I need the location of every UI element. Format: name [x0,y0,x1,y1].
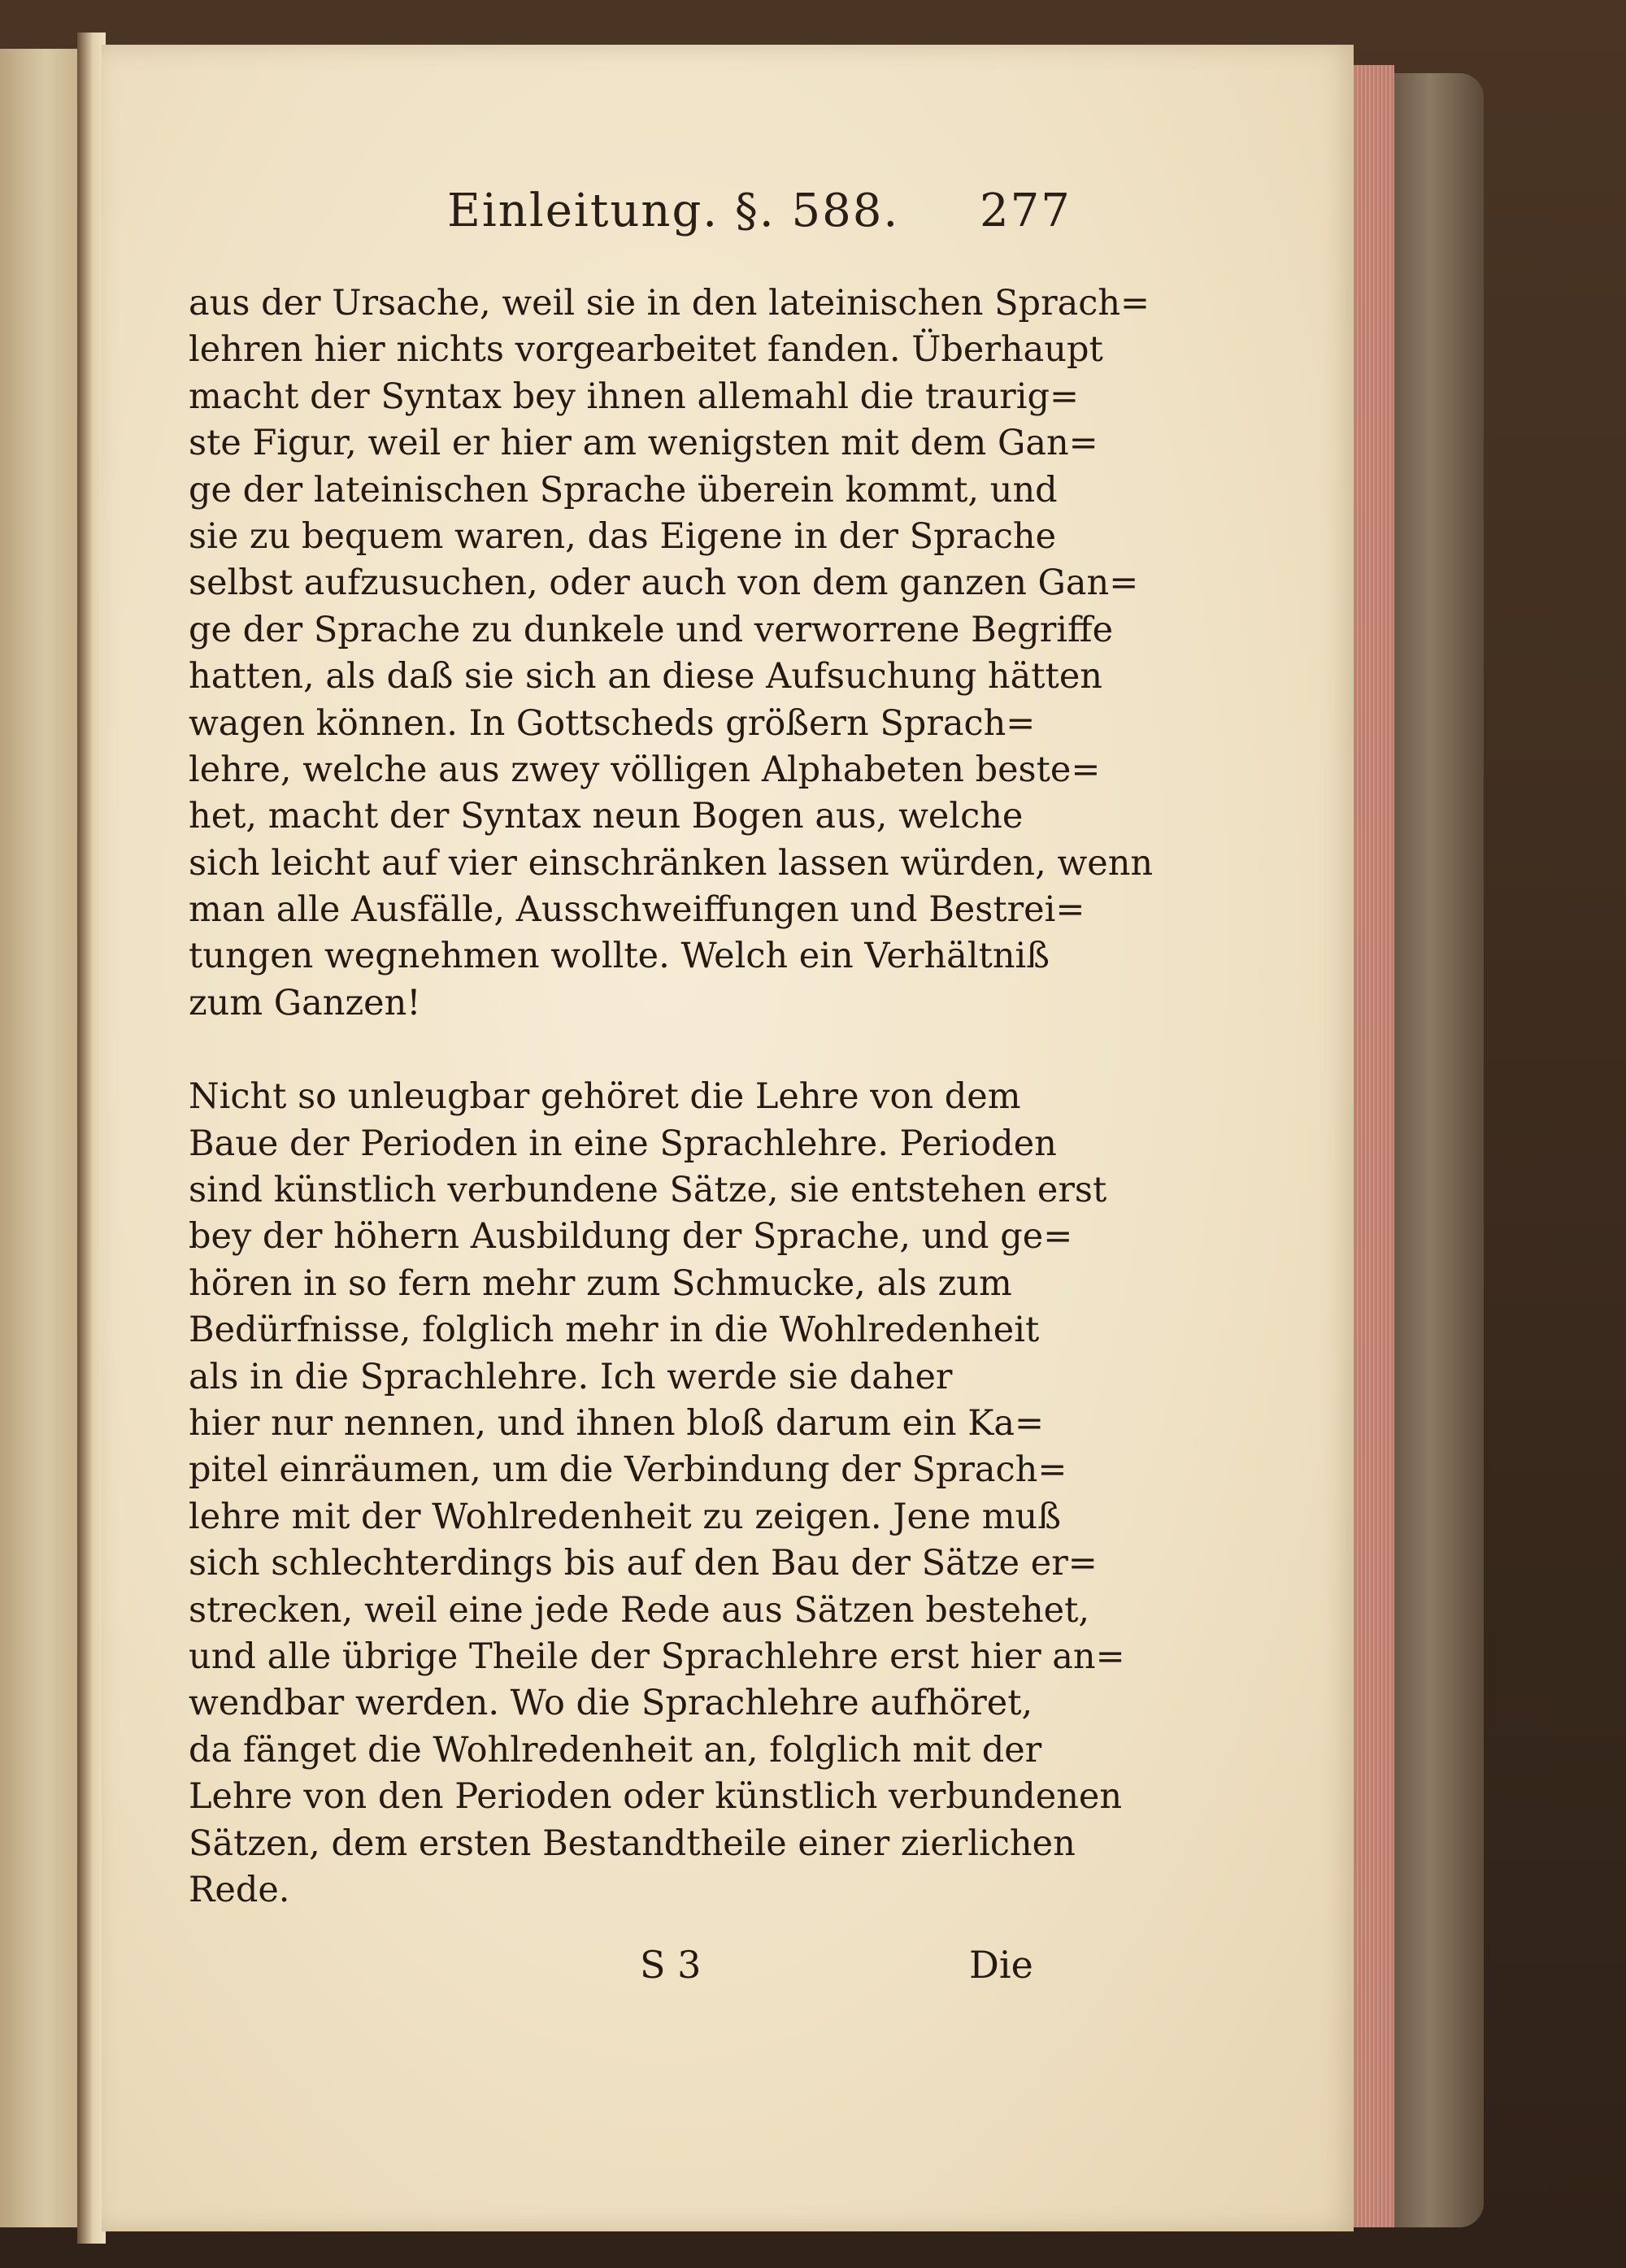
text-line: wendbar werden. Wo die Sprachlehre aufhöret, [189,1683,1033,1724]
body-text [189,280,1154,1914]
catchword: Die [969,1943,1033,1987]
text-line: Sätzen, dem ersten Bestandtheile einer zierlichen [189,1823,1076,1864]
text-line: het, macht der Syntax neun Bogen aus, welche [189,796,1024,837]
paragraph-gap [189,1027,1054,1074]
text-line: Lehre von den Perioden oder künstlich verbundenen [189,1776,1123,1818]
text-line: und alle übrige Theile der Sprachlehre erst hier an= [189,1636,1125,1677]
text-line: Nicht so unleugbar gehöret die Lehre von dem [189,1076,1021,1118]
text-line: lehre, welche aus zwey völligen Alphabeten beste= [189,749,1101,790]
paragraph-1 [189,280,1154,1027]
text-line: strecken, weil eine jede Rede aus Sätzen bestehet, [189,1589,1090,1631]
text-line: sind künstlich verbundene Sätze, sie entstehen erst [189,1170,1107,1211]
text-line: lehre mit der Wohlredenheit zu zeigen. Jene muß [189,1496,1061,1537]
left-page-edge [0,49,80,2227]
text-line: pitel einräumen, um die Verbindung der Sprach= [189,1449,1067,1491]
text-line: Rede. [189,1869,290,1910]
text-line: sich schlechterdings bis auf den Bau der Sätze er= [189,1543,1098,1584]
text-line: hier nur nennen, und ihnen bloß darum ein Ka= [189,1402,1045,1444]
text-line: ge der lateinischen Sprache überein kommt, und [189,469,1058,511]
page-fore-edge [1354,65,1394,2227]
text-line: sich leicht auf vier einschränken lassen würden, wenn [189,842,1154,884]
text-line: selbst aufzusuchen, oder auch von dem ganzen Gan= [189,563,1139,604]
text-line: zum Ganzen! [189,982,421,1023]
running-head-title: Einleitung. §. 588. [447,185,900,237]
text-line: als in die Sprachlehre. Ich werde sie daher [189,1356,953,1397]
text-line: sie zu bequem waren, das Eigene in der Sprache [189,515,1057,557]
text-line: ste Figur, weil er hier am wenigsten mit dem Gan= [189,423,1098,464]
book-cover-edge [1394,73,1484,2227]
text-line: Baue der Perioden in eine Sprachlehre. Perioden [189,1123,1057,1164]
text-line: tungen wegnehmen wollte. Welch ein Verhältniß [189,936,1050,977]
text-line: ge der Sprache zu dunkele und verworrene Begriffe [189,609,1114,650]
text-line: hatten, als daß sie sich an diese Aufsuchung hätten [189,656,1102,697]
text-line: lehren hier nichts vorgearbeitet fanden. Überhaupt [189,329,1103,371]
text-line: hören in so fern mehr zum Schmucke, als zum [189,1262,1012,1304]
text-line: aus der Ursache, weil sie in den lateinischen Sprach= [189,283,1150,324]
page-footer [189,1943,1054,2008]
text-line: da fänget die Wohlredenheit an, folglich mit der [189,1729,1042,1771]
signature-mark: S 3 [640,1943,702,1987]
page-number: 277 [980,185,1072,237]
running-head [195,175,1072,248]
text-line: Bedürfnisse, folglich mehr in die Wohlredenheit [189,1310,1040,1351]
paragraph-2 [189,1074,1125,1914]
text-line: bey der höhern Ausbildung der Sprache, und ge= [189,1216,1073,1258]
text-line: man alle Ausfälle, Ausschweiffungen und Bestrei= [189,889,1085,931]
text-line: macht der Syntax bey ihnen allemahl die traurig= [189,376,1080,417]
text-line: wagen können. In Gottscheds größern Sprach= [189,702,1036,744]
